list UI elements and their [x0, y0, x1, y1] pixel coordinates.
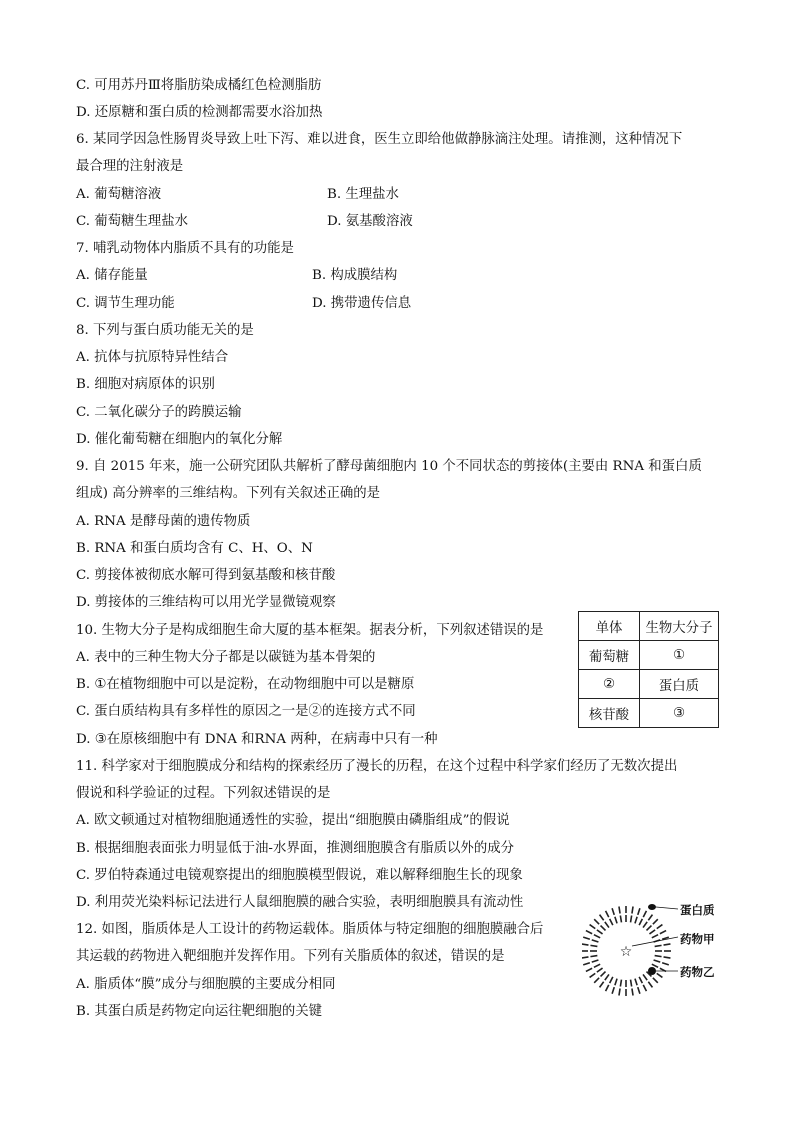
q7-option-c: C. 调节生理功能 [76, 296, 175, 311]
q11-option-b: B. 根据细胞表面张力明显低于油-水界面，推测细胞膜含有脂质以外的成分 [76, 841, 514, 856]
table-cell: ③ [640, 699, 719, 728]
q10-option-c: C. 蛋白质结构具有多样性的原因之一是②的连接方式不同 [76, 704, 416, 719]
table-row [579, 641, 719, 670]
q12-option-b: B. 其蛋白质是药物定向运往靶细胞的关键 [76, 1004, 322, 1019]
drug-a-label: 药物甲 [680, 932, 715, 946]
q9-stem-line2: 组成) 高分辨率的三维结构。下列有关叙述正确的是 [76, 486, 381, 501]
table-cell: 葡萄糖 [579, 641, 640, 670]
q7-option-b: B. 构成膜结构 [312, 268, 398, 283]
q11-stem-line2: 假说和科学验证的过程。下列叙述错误的是 [76, 786, 331, 801]
q6-option-a: A. 葡萄糖溶液 [76, 187, 162, 202]
q9-option-d: D. 剪接体的三维结构可以用光学显微镜观察 [76, 595, 336, 610]
q12-stem-line2: 其运载的药物进入靶细胞并发挥作用。下列有关脂质体的叙述，错误的是 [76, 949, 505, 964]
q11-option-a: A. 欧文顿通过对植物细胞通透性的实验，提出“细胞膜由磷脂组成”的假说 [76, 813, 510, 828]
table-cell: 蛋白质 [640, 670, 719, 699]
drug-b-label: 药物乙 [680, 965, 715, 979]
q9-option-a: A. RNA 是酵母菌的遗传物质 [76, 514, 251, 529]
q10-option-a: A. 表中的三种生物大分子都是以碳链为基本骨架的 [76, 650, 376, 665]
liposome-figure [582, 901, 722, 999]
table-cell: ② [579, 670, 640, 699]
drug-star-icon: ☆ [619, 944, 633, 960]
table-header-cell: 生物大分子 [640, 612, 719, 641]
table-cell: ① [640, 641, 719, 670]
q12-option-a: A. 脂质体“膜”成分与细胞膜的主要成分相同 [76, 977, 336, 992]
protein-icon [648, 904, 656, 910]
q7-option-d: D. 携带遗传信息 [312, 296, 412, 311]
q11-option-d: D. 利用荧光染料标记法进行人鼠细胞膜的融合实验，表明细胞膜具有流动性 [76, 895, 524, 910]
drug-b-dot-icon [648, 967, 656, 975]
q8-option-c: C. 二氧化碳分子的跨膜运输 [76, 405, 242, 420]
q10-option-b: B. ①在植物细胞中可以是淀粉，在动物细胞中可以是糖原 [76, 677, 415, 692]
q10-stem: 10. 生物大分子是构成细胞生命大厦的基本框架。据表分析，下列叙述错误的是 [76, 623, 544, 638]
table-header-row [579, 612, 719, 641]
q8-option-a: A. 抗体与抗原特异性结合 [76, 350, 229, 365]
table-row [579, 670, 719, 699]
q5-option-d: D. 还原糖和蛋白质的检测都需要水浴加热 [76, 105, 323, 120]
q8-option-d: D. 催化葡萄糖在细胞内的氧化分解 [76, 432, 283, 447]
q6-option-c: C. 葡萄糖生理盐水 [76, 214, 189, 229]
q8-stem: 8. 下列与蛋白质功能无关的是 [76, 323, 254, 338]
q5-option-c: C. 可用苏丹Ⅲ将脂肪染成橘红色检测脂肪 [76, 78, 322, 93]
q6-stem-line1: 6. 某同学因急性肠胃炎导致上吐下泻、难以进食，医生立即给他做静脉滴注处理。请推测，这种情况下 [76, 132, 683, 147]
q9-option-b: B. RNA 和蛋白质均含有 C、H、O、N [76, 541, 313, 556]
q9-stem-line1: 9. 自 2015 年来，施一公研究团队共解析了酵母菌细胞内 10 个不同状态的剪接体(主要由 RNA 和蛋白质 [76, 459, 702, 474]
q6-option-d: D. 氨基酸溶液 [327, 214, 413, 229]
table-cell: 核苷酸 [579, 699, 640, 728]
table-row [579, 699, 719, 728]
q11-stem-line1: 11. 科学家对于细胞膜成分和结构的探索经历了漫长的历程，在这个过程中科学家们经历了无数次提出 [76, 759, 678, 774]
q7-option-a: A. 储存能量 [76, 268, 148, 283]
q9-option-c: C. 剪接体被彻底水解可得到氨基酸和核苷酸 [76, 568, 336, 583]
q12-stem-line1: 12. 如图，脂质体是人工设计的药物运载体。脂质体与特定细胞的细胞膜融合后 [76, 922, 544, 937]
q8-option-b: B. 细胞对病原体的识别 [76, 377, 215, 392]
protein-label: 蛋白质 [680, 903, 715, 917]
q10-option-d: D. ③在原核细胞中有 DNA 和RNA 两种，在病毒中只有一种 [76, 732, 438, 747]
table-header-cell: 单体 [579, 612, 640, 641]
monomer-polymer-table [578, 611, 719, 728]
q11-option-c: C. 罗伯特森通过电镜观察提出的细胞膜模型假说，难以解释细胞生长的现象 [76, 868, 523, 883]
q6-stem-line2: 最合理的注射液是 [76, 159, 184, 174]
q6-option-b: B. 生理盐水 [327, 187, 399, 202]
q7-stem: 7. 哺乳动物体内脂质不具有的功能是 [76, 241, 294, 256]
